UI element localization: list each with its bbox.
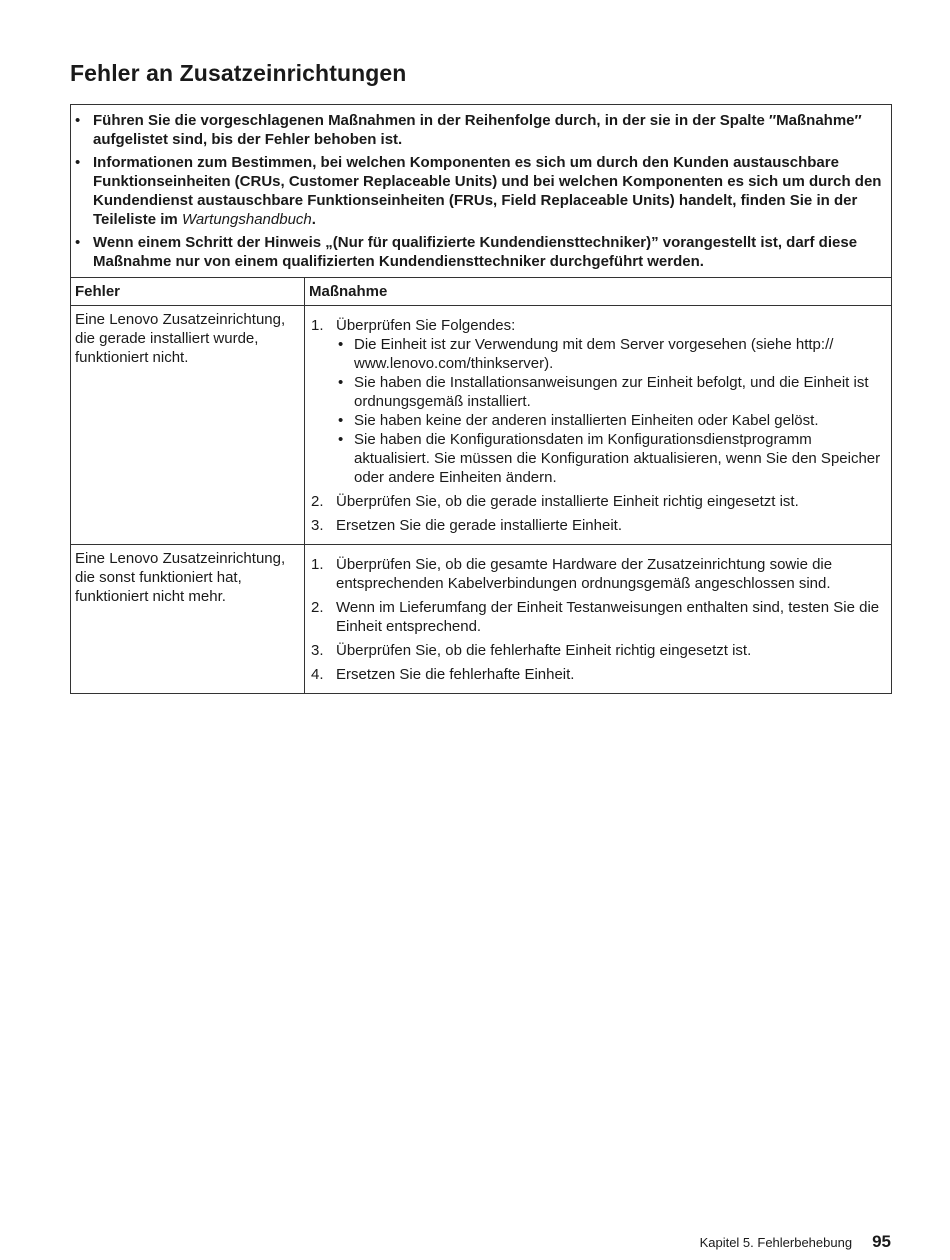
note-text: Wenn einem Schritt der Hinweis „(Nur für qualifizierte Kundendiensttechniker)” vorangestellt ist, darf diese Maßnahme nur von einem qualifizierten Kundendiensttechniker durchgeführt werden. xyxy=(93,234,858,270)
note-text: Informationen zum Bestimmen, bei welchen Komponenten es sich um durch den Kunden austauschbare Funktionseinheiten (CRUs, Customer Replaceable Units) und bei welchen Komponenten es sich um durch den Kundendienst austauschbare Funktionseinheiten (FRUs, Field Replaceable Units) handelt, finden Sie in der Teileliste im xyxy=(93,154,882,228)
step-item xyxy=(311,555,883,593)
note-item xyxy=(75,111,883,149)
step-number: 1. xyxy=(311,556,324,573)
column-header-action: Maßnahme xyxy=(305,278,892,306)
error-cell: Eine Lenovo Zusatzeinrichtung, die sonst funktioniert hat, funktioniert nicht mehr. xyxy=(71,545,305,694)
notes-cell xyxy=(71,105,892,278)
step-item xyxy=(311,516,883,535)
step-text: Wenn im Lieferumfang der Einheit Testanweisungen enthalten sind, testen Sie die Einheit entsprechend. xyxy=(336,599,880,635)
notes-row xyxy=(71,105,892,278)
note-text: Führen Sie die vorgeschlagenen Maßnahmen in der Reihenfolge durch, in der sie in der Spalte ″Maßnahme″ aufgelistet sind, bis der Fehler behoben ist. xyxy=(93,112,862,148)
step-number: 2. xyxy=(311,493,324,510)
sub-item: • Sie haben die Konfigurationsdaten im Konfigurationsdienstprogramm aktualisiert. Sie müssen die Konfiguration aktualisieren, wenn Sie den Speicher oder andere Einheiten ändern. xyxy=(336,430,883,487)
step-item xyxy=(311,492,883,511)
step-text: Überprüfen Sie Folgendes: xyxy=(336,317,516,334)
page-title: Fehler an Zusatzeinrichtungen xyxy=(70,60,407,86)
steps-list xyxy=(311,316,883,535)
sub-list xyxy=(336,335,883,487)
step-number: 2. xyxy=(311,599,324,616)
step-item xyxy=(311,641,883,660)
steps-list xyxy=(311,555,883,684)
note-suffix: . xyxy=(311,211,316,228)
manual-reference: Wartungshandbuch xyxy=(181,211,312,228)
notes-list xyxy=(75,111,883,271)
step-number: 3. xyxy=(311,517,324,534)
sub-item: • Sie haben die Installationsanweisungen zur Einheit befolgt, und die Einheit ist ordnungsgemäß installiert. xyxy=(336,373,883,411)
table-row xyxy=(71,306,892,545)
step-number: 1. xyxy=(311,317,324,334)
step-text: Ersetzen Sie die gerade installierte Einheit. xyxy=(336,517,622,534)
sub-item: • Sie haben keine der anderen installierten Einheiten oder Kabel gelöst. xyxy=(336,411,883,430)
error-cell: Eine Lenovo Zusatzeinrichtung, die gerade installiert wurde, funktioniert nicht. xyxy=(71,306,305,545)
step-text: Überprüfen Sie, ob die gerade installierte Einheit richtig eingesetzt ist. xyxy=(336,493,799,510)
step-text: Ersetzen Sie die fehlerhafte Einheit. xyxy=(336,666,575,683)
step-item xyxy=(311,316,883,487)
step-number: 4. xyxy=(311,666,324,683)
note-item xyxy=(75,233,883,271)
chapter-label: Kapitel 5. Fehlerbehebung xyxy=(699,1235,853,1250)
step-item xyxy=(311,598,883,636)
step-text: Überprüfen Sie, ob die gesamte Hardware der Zusatzeinrichtung sowie die entsprechenden Kabelverbindungen ordnungsgemäß angeschlossen sind. xyxy=(336,556,833,592)
page-number: 95 xyxy=(872,1232,891,1251)
note-item xyxy=(75,153,883,229)
page-footer xyxy=(700,1232,891,1252)
action-cell xyxy=(305,306,892,545)
sub-item: • Die Einheit ist zur Verwendung mit dem Server vorgesehen (siehe http:// www.lenovo.com/thinkserver). xyxy=(336,335,883,373)
column-header-error: Fehler xyxy=(71,278,305,306)
troubleshooting-table xyxy=(70,104,892,694)
step-item xyxy=(311,665,883,684)
step-number: 3. xyxy=(311,642,324,659)
step-text: Überprüfen Sie, ob die fehlerhafte Einheit richtig eingesetzt ist. xyxy=(336,642,752,659)
action-cell xyxy=(305,545,892,694)
table-header-row xyxy=(71,278,892,306)
table-row xyxy=(71,545,892,694)
